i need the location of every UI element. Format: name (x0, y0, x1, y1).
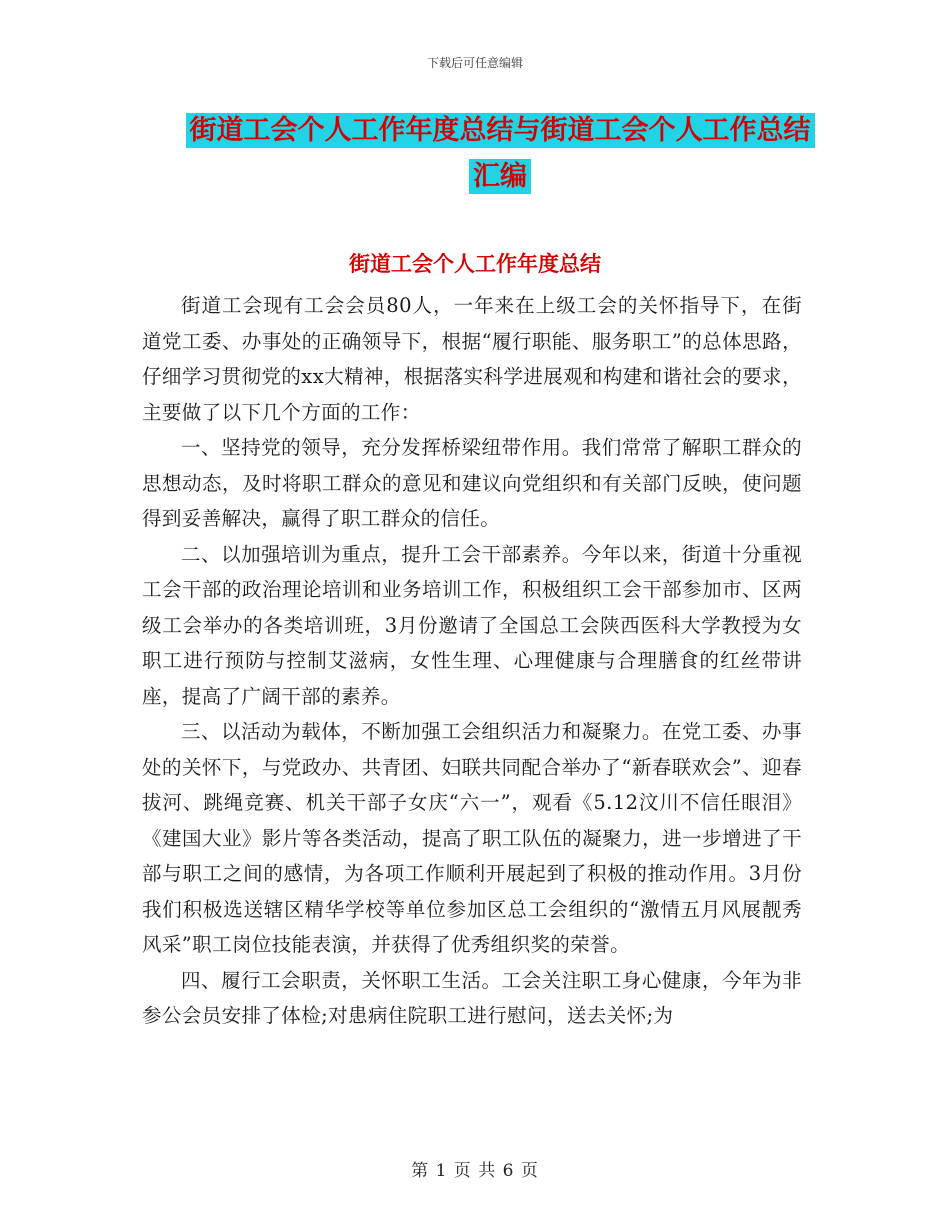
document-title-line1: 街道工会个人工作年度总结与街道工会个人工作总结 (186, 113, 815, 148)
section-title: 街道工会个人工作年度总结 (349, 251, 601, 276)
paragraph-4: 四、履行工会职责，关怀职工生活。工会关注职工身心健康，今年为非参公会员安排了体检;对患病住院职工进行慰问，送去关怀;为 (142, 968, 802, 1027)
paragraph-3: 三、以活动为载体，不断加强工会组织活力和凝聚力。在党工委、办事处的关怀下，与党政办、共青团、妇联共同配合举办了“新春联欢会”、迎春拔河、跳绳竞赛、机关干部子女庆“六一”，观看《5.12汶川不信任眼泪》《建国大业》影片等各类活动，提高了职工队伍的凝聚力，进一步增进了干部与职工之间的感情，为各项工作顺利开展起到了积极的推动作用。3月份我们积极选送辖区精华学校等单位参加区总工会组织的“激情五月风展靓秀风采”职工岗位技能表演，并获得了优秀组织奖的荣誉。 (142, 720, 802, 956)
body-text (142, 288, 802, 1034)
page-number: 第 1 页 共 6 页 (411, 1161, 539, 1181)
paragraph-2: 二、以加强培训为重点，提升工会干部素养。今年以来，街道十分重视工会干部的政治理论培训和业务培训工作，积极组织工会干部参加市、区两级工会举办的各类培训班，3月份邀请了全国总工会陕西医科大学教授为女职工进行预防与控制艾滋病，女性生理、心理健康与合理膳食的红丝带讲座，提高了广阔干部的素养。 (142, 542, 802, 708)
header-note: 下载后可任意编辑 (426, 56, 523, 70)
document-title (140, 108, 860, 200)
document-title-line2: 汇编 (469, 159, 531, 194)
paragraph-intro: 街道工会现有工会会员80人，一年来在上级工会的关怀指导下，在街道党工委、办事处的正确领导下，根据“履行职能、服务职工”的总体思路，仔细学习贯彻党的xx大精神，根据落实科学进展观和构建和谐社会的要求，主要做了以下几个方面的工作： (142, 294, 802, 424)
paragraph-1: 一、坚持党的领导，充分发挥桥梁纽带作用。我们常常了解职工群众的思想动态，及时将职工群众的意见和建议向党组织和有关部门反映，使问题得到妥善解决，赢得了职工群众的信任。 (142, 436, 802, 530)
